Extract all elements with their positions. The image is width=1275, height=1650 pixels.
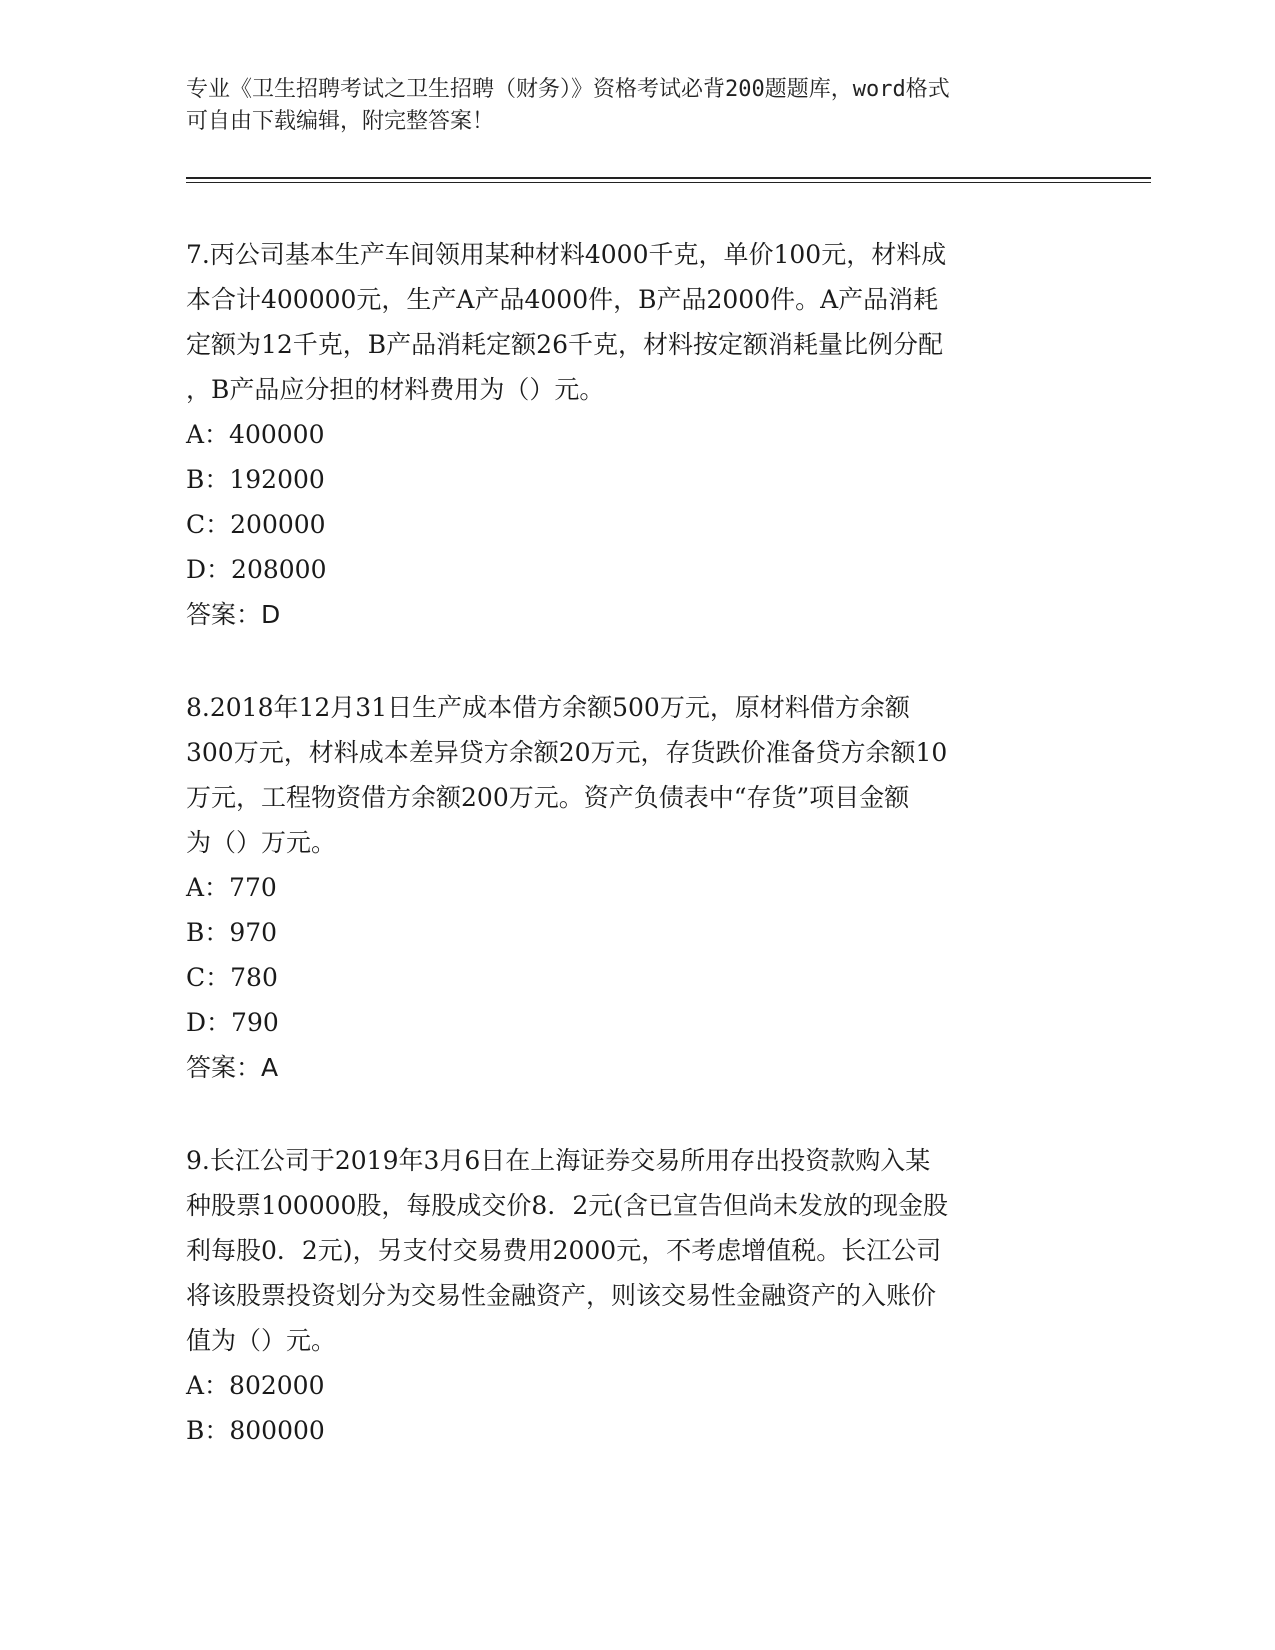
stem-line: 种股票100000股，每股成交价8．2元(含已宣告但尚未发放的现金股	[186, 1191, 949, 1220]
answer-line: 答案：D	[186, 600, 281, 629]
header-divider	[186, 177, 1151, 179]
option-b: B：970	[186, 918, 278, 947]
question-stem	[186, 232, 1076, 412]
option-b: B：800000	[186, 1416, 325, 1445]
stem-line: 利每股0．2元)，另支付交易费用2000元，不考虑增值税。长江公司	[186, 1236, 942, 1265]
stem-line: 9.长江公司于2019年3月6日在上海证券交易所用存出投资款购入某	[186, 1146, 931, 1175]
stem-line: ，B产品应分担的材料费用为（）元。	[186, 375, 605, 404]
question-8	[186, 685, 1076, 1090]
stem-line: 300万元，材料成本差异贷方余额20万元，存货跌价准备贷方余额10	[186, 738, 948, 767]
header-line: 专业《卫生招聘考试之卫生招聘（财务）》资格考试必背200题题库，word格式	[186, 77, 950, 102]
question-9	[186, 1138, 1076, 1453]
option-c: C：200000	[186, 510, 326, 539]
stem-line: 7.丙公司基本生产车间领用某种材料4000千克，单价100元，材料成	[186, 240, 947, 269]
stem-line: 8.2018年12月31日生产成本借方余额500万元，原材料借方余额	[186, 693, 910, 722]
option-d: D：790	[186, 1008, 279, 1037]
option-a: A：400000	[186, 420, 325, 449]
stem-line: 万元，工程物资借方余额200万元。资产负债表中“存货”项目金额	[186, 783, 910, 812]
stem-line: 为（）万元。	[186, 828, 337, 857]
option-a: A：770	[186, 873, 277, 902]
header-line: 可自由下载编辑，附完整答案！	[186, 109, 495, 134]
header-divider-thin	[186, 182, 1151, 183]
question-stem	[186, 1138, 1076, 1363]
answer-line: 答案：A	[186, 1053, 279, 1082]
option-d: D：208000	[186, 555, 327, 584]
stem-line: 值为（）元。	[186, 1326, 337, 1355]
stem-line: 定额为12千克，B产品消耗定额26千克，材料按定额消耗量比例分配	[186, 330, 943, 359]
option-b: B：192000	[186, 465, 325, 494]
option-c: C：780	[186, 963, 278, 992]
question-stem	[186, 685, 1076, 865]
option-a: A：802000	[186, 1371, 325, 1400]
stem-line: 本合计400000元，生产A产品4000件，B产品2000件。A产品消耗	[186, 285, 939, 314]
stem-line: 将该股票投资划分为交易性金融资产，则该交易性金融资产的入账价	[186, 1281, 937, 1310]
question-7	[186, 232, 1076, 637]
document-header	[186, 74, 1066, 138]
